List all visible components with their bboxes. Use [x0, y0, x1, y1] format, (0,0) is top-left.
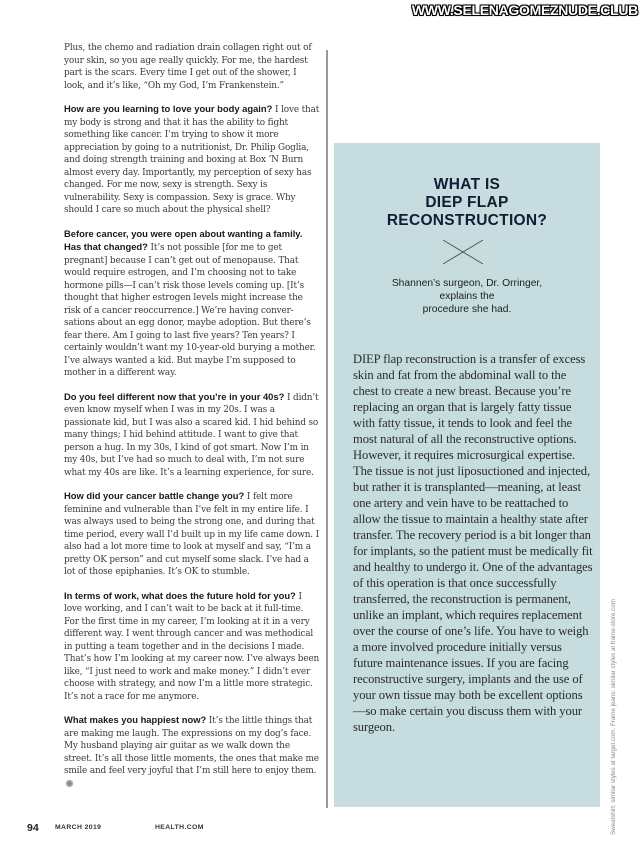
interview-paragraph: [64, 228, 320, 380]
question-text: In terms of work, what does the future hold for you?: [64, 589, 296, 601]
answer-text: I love working, and I can’t wait to be back at it full-time. For the first time in my career, I’m looking at it in a very different way. I went through cancer and was methodical in putting a team together and in the decisions I made. That’s how I’m looking at my career now. I’ve always been like, “I just need to work and make money.” I didn’t ever choose with strategy, and now I’m a little more strategic. It’s not a race for me anymore.: [64, 591, 320, 702]
sidebar-title: [334, 176, 600, 230]
sidebar-subtitle-line: explains the: [439, 291, 495, 302]
answer-text: I didn’t even know myself when I was in my 20s. I was a passionate kid, but I was also a scared kid. I hid behind so many things; I hid behind attitude. I want to give that person a hug. In my 30s, I kind of got smart. Now I’m in my 40s, but I’ve had so much to deal with, I’m not sure what my 40s are like. It’s a learning experience, for sure.: [64, 392, 319, 478]
watermark-text: WWW.SELENAGOMEZNUDE.CLUB: [411, 2, 638, 18]
question-text: How are you learning to love your body again?: [64, 103, 273, 114]
x-cross-icon: [442, 239, 484, 265]
interview-column: [64, 42, 320, 801]
end-of-article-circle-icon: [66, 780, 73, 787]
sidebar-subtitle-line: Shannen’s surgeon, Dr. Orringer,: [391, 278, 543, 289]
answer-text: Plus, the chemo and radiation drain collagen right out of your skin, so you age really quickly. For me, the hardest part is the scars. Every time I get out of the shower, I look, and it’s like, “Oh my God, I’m Frankenstein.”: [64, 43, 312, 91]
answer-text: It’s the little things that are making me laugh. The expressions on my dog’s face. My husband playing air guitar as we walk down the street. It’s all those little moments, the ones that make me smile and feel very joyful that I’m still here to enjoy them.: [64, 716, 319, 776]
column-divider: [326, 50, 328, 808]
interview-paragraph: [64, 490, 320, 579]
interview-paragraph: [64, 103, 320, 217]
answer-text: It’s not possible [for me to get pregnant] because I can’t get out of menopause. That would require estrogen, and I’m choosing not to take hormone pills—I can’t risk those levels coming up. [It’s thought that higher estrogen levels might increase the risk of a cancer reoccurrence.] We’re having conver-sations about an egg donor, maybe adoption. But there’s fear there. Am I going to last five years? Ten years? I certainly wouldn’t want my 10-year-old burying a mother. I’ve always wanted a kid. But maybe I’m supposed to mother in a different way.: [64, 243, 316, 378]
question-text: What makes you happiest now?: [64, 714, 207, 725]
question-text: How did your cancer battle change you?: [64, 490, 245, 501]
question-text: Do you feel different now that you’re in your 40s?: [64, 390, 285, 402]
page-number: 94: [27, 822, 39, 834]
sidebar-body: DIEP flap reconstruction is a transfer of excess skin and fat from the abdominal wall to the chest to create a new breast. Because you’re replacing an organ that is largely fatty tissue with fatty tissue, it tends to look and feel the most natural of all the reconstructive options. However, it requires microsurgical expertise. The tissue is not just liposuctioned and injected, but rather it is transplanted—meaning, at least one artery and vein have to be reattached to allow the tissue to maintain a healthy state after transfer. The recovery period is a bit longer than for implants, so the patient must be medically fit and healthy to undergo it. One of the advantages of this operation is that once successfully transferred, the reconstruction is permanent, unlike an implant, which requires replacement over the course of one’s life. You have to weigh a more involved procedure initially versus future maintenance issues. If you are facing reconstructive surgery, implants and the use of your own tissue may both be excellent options—so make certain you discuss them with your surgeon.: [353, 352, 593, 734]
answer-text: I love that my body is strong and that it has the ability to fight something like cancer. I’m trying to show it more appreciation by going to a nutritionist, Dr. Philip Goglia, and doing strength training and boxing at Box ’N Burn almost every day. Importantly, my perception of sexy has changed. For me now, sexy is strength. Sexy is vulnerability. Sexy is compassion. Sexy is grace. Why should I care so much about the physical shell?: [64, 105, 320, 215]
answer-text: I felt more feminine and vulnerable than I’ve felt in my entire life. I was always used to being the strong one, and during that time period, every wall I’d built up in my life came down. I also had a lot more time to look at myself and say, “I’m a pretty OK person” and cut myself some slack. I’ve had a lot of those epiphanies. It’s OK to stumble.: [64, 492, 319, 577]
issue-date: MARCH 2019: [55, 824, 102, 831]
interview-paragraph: [64, 391, 320, 480]
sidebar-title-line: RECONSTRUCTION?: [386, 212, 548, 229]
sidebar-subtitle-line: procedure she had.: [422, 304, 512, 315]
sidebar-title-line: WHAT IS: [433, 176, 501, 193]
sidebar-title-line: DIEP FLAP: [425, 194, 509, 211]
interview-paragraph: [64, 714, 320, 790]
question-text: Before cancer, you were open about wanting a family. Has that changed?: [64, 227, 303, 252]
sidebar-subtitle: [334, 277, 600, 316]
photo-credit: Sweatshirt: similar styles at target.com. Frame jeans: similar styles at frame-store.com: [610, 599, 617, 835]
interview-paragraph: [64, 42, 320, 92]
diep-flap-sidebar: [334, 143, 600, 807]
interview-paragraph: [64, 590, 320, 704]
site-name: HEALTH.COM: [155, 824, 204, 831]
